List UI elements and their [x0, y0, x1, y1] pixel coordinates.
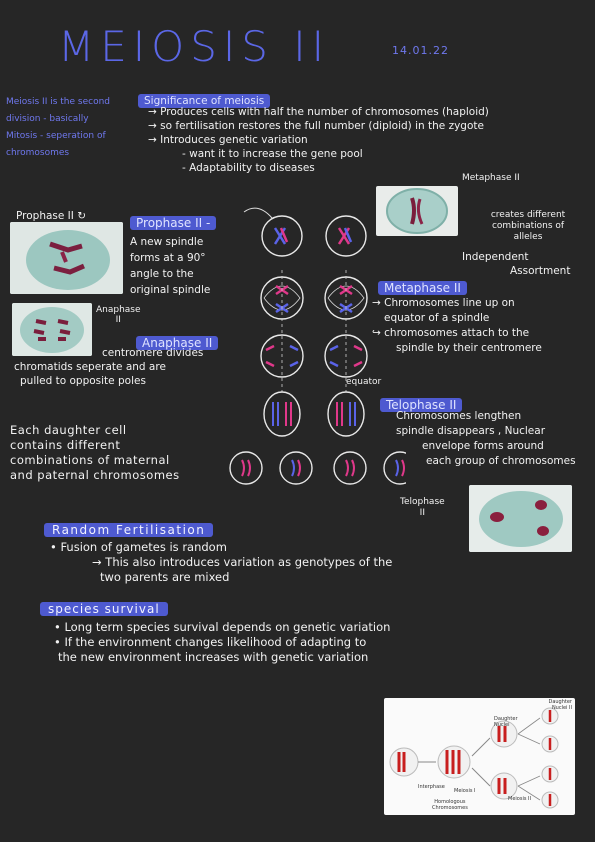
side-note: Meiosis II is the second division - basically Mitosis - seperation of chromosomes	[6, 97, 110, 158]
prophase-micrograph	[10, 222, 123, 294]
metaphase-photo-label: Metaphase II	[462, 173, 520, 183]
species-survival-text: • Long term species survival depends on genetic variation • If the environment changes likelihood of adapting to the new environment increases with genetic variation	[54, 620, 391, 664]
anaphase-photo-label: Anaphase II	[96, 305, 141, 325]
telophase-cell-1	[264, 392, 300, 436]
prophase-section: Prophase II - A new spindle forms at a 90° angle to the original spindle	[130, 212, 216, 298]
meiosis-stage-diagram	[226, 200, 406, 500]
diagram-homologous: Homologous Chromosomes	[432, 799, 468, 811]
telophase-heading: Telophase II	[380, 398, 462, 412]
daughter-cell-1	[230, 452, 262, 484]
daughter-cell-3	[334, 452, 366, 484]
anaphase-text: centromere divides chromatids seperate and are pulled to opposite poles	[14, 347, 204, 387]
significance-heading: Significance of meiosis	[138, 94, 270, 108]
diagram-interphase: Interphase	[418, 784, 445, 790]
diagram-daughter-nuclei: Daughter Nuclei	[494, 716, 518, 728]
telophase-cell-2	[328, 392, 364, 436]
diagram-meiosis1: Meiosis I	[454, 788, 476, 794]
prophase-cell-2	[326, 216, 366, 256]
species-survival-heading-wrap	[40, 602, 168, 616]
random-fertilisation-heading: Random Fertilisation	[44, 523, 213, 537]
prophase-photo-label: Prophase II ↻	[16, 210, 87, 222]
date-label: 14.01.22	[392, 44, 449, 57]
diagram-meiosis2: Meiosis II	[508, 796, 531, 802]
significance-points: → Produces cells with half the number of chromosomes (haploid) → so fertilisation restores the full number (diploid) in the zygote → Introduces genetic variation - want it to increase the gene pool - Adaptability to diseases	[148, 106, 489, 174]
daughter-cell-text: Each daughter cell contains different combinations of maternal and paternal chromosomes	[10, 423, 180, 482]
equator-label: equator	[346, 377, 382, 387]
metaphase-heading: Metaphase II	[378, 281, 467, 295]
independent-creates: creates different combinations of alleles	[490, 210, 566, 242]
species-survival-heading: species survival	[40, 602, 168, 616]
diagram-daughter-nuclei-2: Daughter Nuclei II	[548, 699, 572, 711]
random-fertilisation-heading-wrap	[44, 523, 213, 537]
meiosis-overview-diagram	[384, 698, 575, 815]
daughter-cell-4	[384, 452, 406, 484]
metaphase-text: → Chromosomes line up on equator of a spindle ↪ chromosomes attach to the spindle by their centromere	[372, 297, 542, 354]
random-fertilisation-text: • Fusion of gametes is random → This also introduces variation as genotypes of the two parents are mixed	[50, 540, 393, 584]
daughter-cell-2	[280, 452, 312, 484]
prophase-heading: Prophase II -	[130, 216, 216, 230]
telophase-photo-label: Telophase II	[400, 497, 445, 518]
independent-assortment: Independent Assortment	[462, 251, 571, 277]
prophase-cell-1	[262, 216, 302, 256]
telophase-text: Chromosomes lengthen spindle disappears , Nuclear envelope forms around each group of chromosomes	[396, 410, 576, 467]
page-title: MEIOSIS II	[58, 22, 331, 71]
anaphase-heading: Anaphase II	[136, 336, 218, 350]
